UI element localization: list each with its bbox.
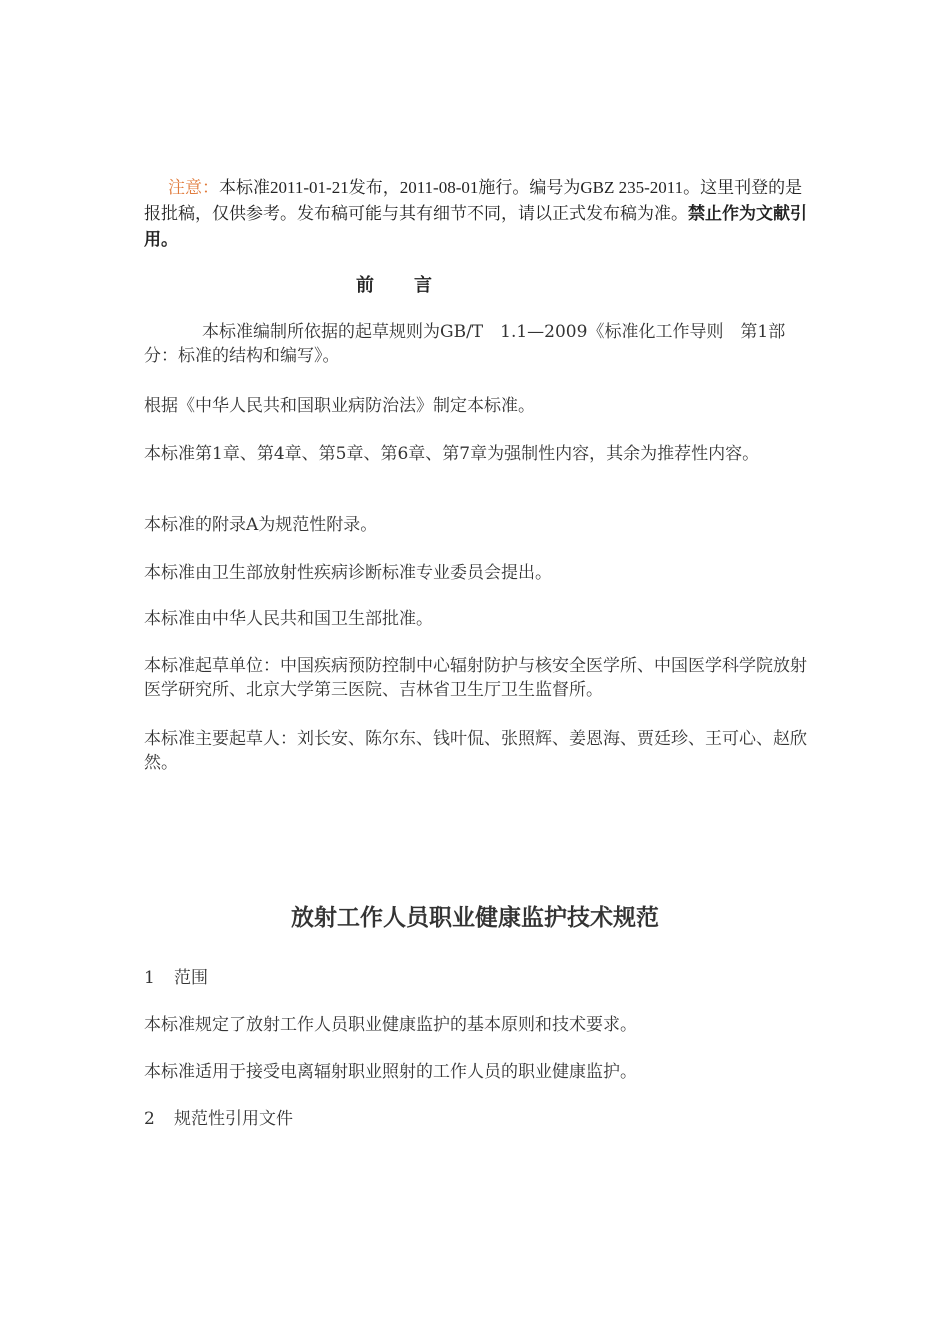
document-title: 放射工作人员职业健康监护技术规范: [291, 904, 659, 931]
section-1-paragraph-scope: 本标准规定了放射工作人员职业健康监护的基本原则和技术要求。: [144, 1015, 637, 1035]
section-2-heading: [144, 1107, 808, 1131]
notice-warning: 禁止作为文献引用。: [144, 204, 807, 249]
foreword-title: 前言: [356, 275, 472, 296]
notice-text: 本标准2011-01-21发布，2011-08-01施行。编号为GBZ 235-2011。这里刊登的是报批稿，仅供参考。发布稿可能与其有细节不同，请以正式发布稿为准。: [144, 178, 803, 223]
foreword-paragraph-appendix: 本标准的附录A为规范性附录。: [144, 515, 378, 535]
foreword-paragraph-drafters: 本标准主要起草人：刘长安、陈尔东、钱叶侃、张照辉、姜恩海、贾廷珍、王可心、赵欣然。: [144, 729, 807, 773]
foreword-paragraph-approved: 本标准由中华人民共和国卫生部批准。: [144, 609, 433, 629]
notice-label: 注意：: [168, 178, 219, 197]
section-1-number: 1: [144, 968, 155, 988]
section-2-title: 规范性引用文件: [174, 1109, 293, 1129]
section-2-number: 2: [144, 1109, 155, 1129]
foreword-paragraph-basis: 根据《中华人民共和国职业病防治法》制定本标准。: [144, 396, 535, 416]
foreword-paragraph-drafting-rules: 本标准编制所依据的起草规则为GB/T 1.1—2009《标准化工作导则 第1部分：标准的结构和编写》。: [144, 322, 786, 366]
section-1-paragraph-applicability: 本标准适用于接受电离辐射职业照射的工作人员的职业健康监护。: [144, 1062, 637, 1082]
notice-paragraph: [144, 175, 808, 253]
foreword-paragraph-mandatory: 本标准第1章、第4章、第5章、第6章、第7章为强制性内容，其余为推荐性内容。: [144, 444, 760, 464]
foreword-paragraph-proposed: 本标准由卫生部放射性疾病诊断标准专业委员会提出。: [144, 563, 552, 583]
foreword-paragraph-drafting-units: 本标准起草单位：中国疾病预防控制中心辐射防护与核安全医学所、中国医学科学院放射医学研究所、北京大学第三医院、吉林省卫生厅卫生监督所。: [144, 656, 807, 700]
section-1-heading: [144, 966, 808, 990]
section-1-title: 范围: [174, 968, 208, 988]
